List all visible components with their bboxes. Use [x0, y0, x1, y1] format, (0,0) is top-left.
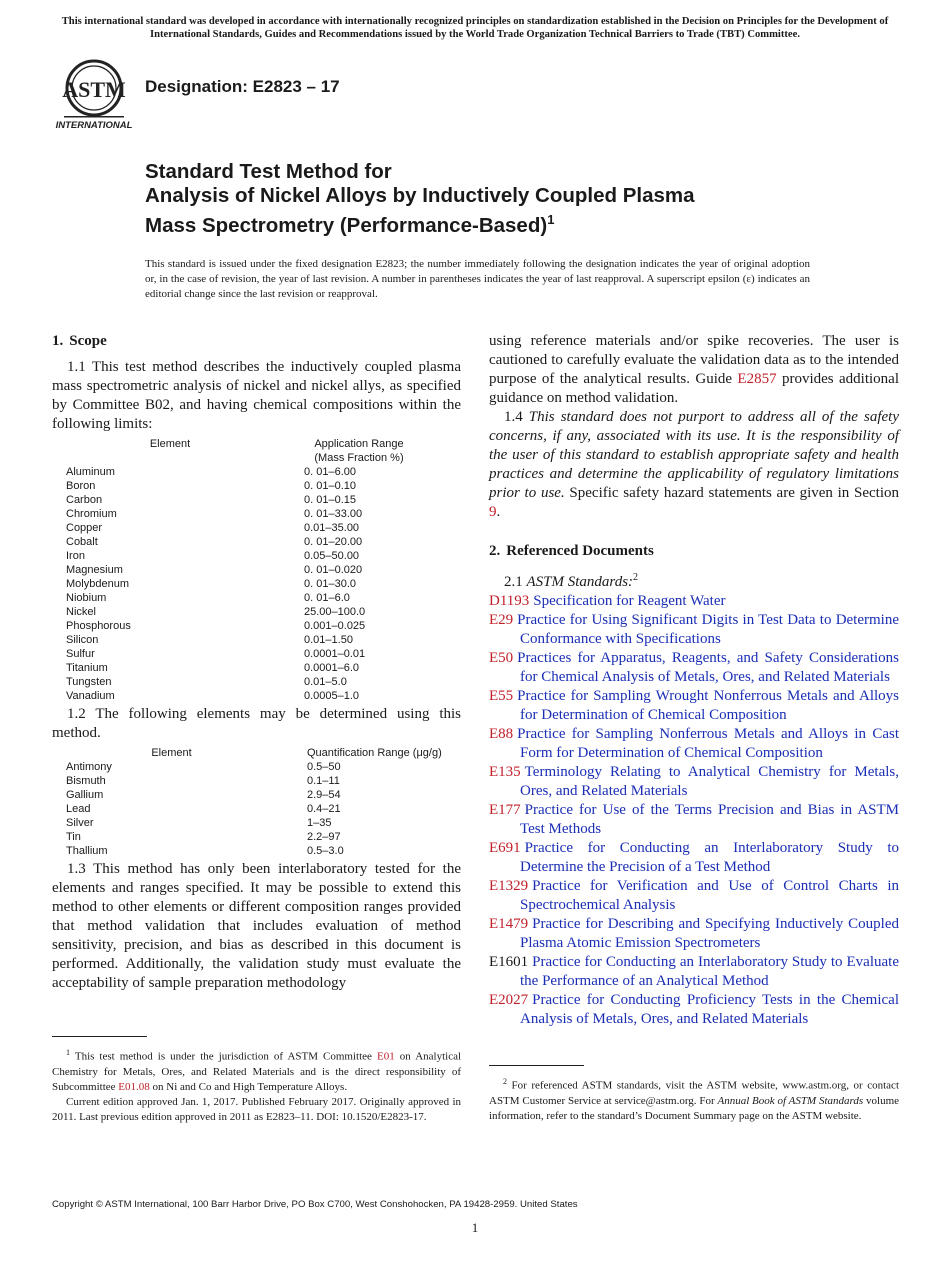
element-range: 0.05–50.00 — [304, 550, 360, 562]
table1-row — [66, 549, 414, 563]
table1-row — [66, 521, 414, 535]
element-name: Silicon — [66, 634, 99, 646]
reference-code-link[interactable]: E1329 — [489, 878, 529, 894]
paragraph-1-3: 1.3 This method has only been interlaboratory tested for the elements and ranges specified. It may be possible to extend this method to other elements or different composition ranges provided that method validation that includes evaluation of method sensitivity, precision, and bias as described in this document is performed. Additionally, the validation study must evaluate the acceptability of sample preparation methodology — [52, 861, 461, 991]
reference-title-link[interactable]: Practice for Conducting Proficiency Tests in the Chemical Analysis of Metals, Ores, and Related Materials — [520, 992, 899, 1027]
svg-text:INTERNATIONAL: INTERNATIONAL — [55, 120, 133, 131]
table1-header-range: Application Range (Mass Fraction %) — [314, 438, 404, 464]
table2-header-range: Quantification Range (μg/g) — [307, 747, 442, 759]
element-range-table-1 — [66, 437, 414, 703]
element-range: 1–35 — [307, 817, 332, 829]
footnote-1: $^1$ This test method is under the jurisdiction of ASTM Committee E01 on Analytical Chemistry for Metals, Ores, and Related Materials and is the direct responsibility of Subcommittee E01.08 on Ni and Co and High Temperature Alloys. Current edition approved Jan. 1, 2017. Published February 2017. Originally approved in 2011. Last previous edition approved in 2011 as E2823–11. DOI: 10.1520/E2823-17. — [52, 1048, 462, 1123]
table2-row — [66, 788, 442, 802]
standards-notice: This international standard was developed in accordance with internationally recognized principles on standardization established in the Decision on Principles for the Development of International Standards, Guides and Recommendations issued by the World Trade Organization Technical Barriers to Trade (TBT) Committee. — [61, 16, 889, 40]
left-column — [52, 332, 461, 993]
element-range: 25.00–100.0 — [304, 606, 366, 618]
element-name: Tin — [66, 831, 81, 843]
issue-note: This standard is issued under the fixed designation E2823; the number immediately following the designation indicates the year of original adoption or, in the case of revision, the year of last revision. A number in parentheses indicates the year of last reapproval. A superscript epsilon (ε) indicates an editorial change since the last revision or reapproval. — [145, 258, 810, 300]
reference-code-link[interactable]: E88 — [489, 726, 514, 742]
element-name: Niobium — [66, 592, 107, 604]
link-e01-08[interactable]: E01.08 — [118, 1080, 150, 1093]
element-range: 2.2–97 — [307, 831, 341, 843]
reference-item — [489, 953, 899, 991]
table2-header-element: Element — [151, 747, 192, 759]
element-range: 0. 01–6.00 — [304, 466, 356, 478]
element-range: 0.0001–0.01 — [304, 648, 366, 660]
table1-row — [66, 619, 414, 633]
paragraph-1-1: 1.1 This test method describes the inductively coupled plasma mass spectrometric analysis of nickel and nickel allys, as specified by Committee B02, and having chemical compositions within the following limits: — [52, 359, 461, 432]
reference-item — [489, 725, 899, 763]
element-range: 0. 01–20.00 — [304, 536, 363, 548]
page-number: 1 — [471, 1220, 479, 1235]
element-name: Molybdenum — [66, 578, 129, 590]
table1-row — [66, 661, 414, 675]
reference-code-link[interactable]: D1193 — [489, 593, 530, 609]
table1-row — [66, 507, 414, 521]
element-name: Cobalt — [66, 536, 98, 548]
section-heading-referenced-documents: 2. Referenced Documents — [489, 543, 654, 559]
element-name: Magnesium — [66, 564, 123, 576]
table2-row — [66, 760, 442, 774]
element-range: 0.4–21 — [307, 803, 341, 815]
table1-row — [66, 577, 414, 591]
element-range: 0. 01–0.10 — [304, 480, 356, 492]
element-name: Chromium — [66, 508, 117, 520]
reference-title-link[interactable]: Practice for Conducting an Interlaboratory Study to Determine the Precision of a Test Method — [520, 840, 899, 875]
link-section-9[interactable]: 9 — [489, 504, 497, 520]
element-range: 0.0001–6.0 — [304, 662, 360, 674]
element-name: Gallium — [66, 789, 104, 801]
reference-item — [489, 763, 899, 801]
astm-logo — [54, 58, 134, 134]
link-e01[interactable]: E01 — [376, 1050, 395, 1063]
table1-row — [66, 535, 414, 549]
reference-title-link[interactable]: Practice for Sampling Nonferrous Metals and Alloys in Cast Form for Determination of Chemical Composition — [517, 726, 899, 761]
reference-code-link[interactable]: E1601 — [489, 954, 529, 970]
element-name: Phosphorous — [66, 620, 131, 632]
reference-item — [489, 592, 899, 611]
paragraph-2-1: 2.1 ASTM Standards:$^2$ — [504, 572, 639, 590]
right-column — [489, 332, 899, 1029]
element-name: Iron — [66, 550, 85, 562]
reference-item — [489, 991, 899, 1029]
reference-title-link[interactable]: Terminology Relating to Analytical Chemistry for Metals, Ores, and Related Materials — [520, 764, 899, 799]
footnote-2: $^2$ For referenced ASTM standards, visit the ASTM website, www.astm.org, or contact ASTM Customer Service at service@astm.org. For Annual Book of ASTM Standards volume information, refer to the standard’s Document Summary page on the ASTM website. — [489, 1077, 900, 1122]
reference-title-link[interactable]: Practice for Conducting an Interlaboratory Study to Evaluate the Performance of an Analytical Method — [520, 954, 899, 989]
reference-item — [489, 877, 899, 915]
table1-row — [66, 479, 414, 493]
element-range: 2.9–54 — [307, 789, 341, 801]
reference-code-link[interactable]: E177 — [489, 802, 521, 818]
element-name: Tungsten — [66, 676, 112, 688]
element-range: 0. 01–0.020 — [304, 564, 363, 576]
reference-title-link[interactable]: Practice for Using Significant Digits in Test Data to Determine Conformance with Specifications — [517, 612, 899, 647]
table1-header-element: Element — [149, 438, 191, 450]
table2-row — [66, 816, 442, 830]
element-range: 0.0005–1.0 — [304, 690, 360, 702]
footnote-divider-right — [489, 1065, 584, 1066]
table2-row — [66, 830, 442, 844]
reference-title-link[interactable]: Practice for Describing and Specifying Inductively Coupled Plasma Atomic Emission Spectrometers — [520, 916, 899, 951]
section-heading-scope: 1. Scope — [52, 333, 107, 349]
table1-row — [66, 689, 414, 703]
element-range: 0.1–11 — [307, 775, 340, 787]
element-name: Carbon — [66, 494, 103, 506]
reference-item — [489, 839, 899, 877]
table1-row — [66, 465, 414, 479]
paragraph-1-3-continued: using reference materials and/or spike recoveries. The user is cautioned to carefully evaluate the validation data as to the intended purpose of the analytical results. Guide E2857 provides additional guidance on method validation. — [489, 333, 899, 406]
reference-title-link[interactable]: Practice for Verification and Use of Control Charts in Spectrochemical Analysis — [520, 878, 899, 913]
reference-title-link[interactable]: Specification for Reagent Water — [533, 593, 726, 609]
copyright-line: Copyright © ASTM International, 100 Barr Harbor Drive, PO Box C700, West Conshohocken, PA 19428-2959. United States — [52, 1199, 578, 1210]
reference-code-link[interactable]: E135 — [489, 764, 521, 780]
svg-text:ASTM: ASTM — [62, 77, 126, 102]
table1-row — [66, 591, 414, 605]
link-e2857[interactable]: E2857 — [737, 371, 777, 387]
reference-code-link[interactable]: E29 — [489, 612, 514, 628]
element-name: Antimony — [66, 761, 112, 773]
footnote-divider-left — [52, 1036, 147, 1037]
table1-row — [66, 605, 414, 619]
element-name: Titanium — [66, 662, 108, 674]
element-range: 0.01–35.00 — [304, 522, 360, 534]
reference-code-link[interactable]: E55 — [489, 688, 514, 704]
element-range-table-2 — [66, 746, 442, 858]
referenced-standards-list — [489, 592, 899, 1029]
reference-item — [489, 801, 899, 839]
reference-title-link[interactable]: Practice for Use of the Terms Precision and Bias in ASTM Test Methods — [520, 802, 899, 837]
element-name: Sulfur — [66, 648, 95, 660]
element-name: Boron — [66, 480, 96, 492]
element-range: 0.01–1.50 — [304, 634, 353, 646]
table2-row — [66, 802, 442, 816]
table1-row — [66, 633, 414, 647]
element-range: 0. 01–30.0 — [304, 578, 356, 590]
designation: Designation: E2823 – 17 — [145, 77, 340, 96]
element-range: 0. 01–0.15 — [304, 494, 356, 506]
element-name: Lead — [66, 803, 91, 815]
paragraph-1-4: 1.4 This standard does not purport to address all of the safety concerns, if any, associated with its use. It is the responsibility of the user of this standard to establish appropriate safety and health practices and determine the applicability of regulatory limitations prior to use. Specific safety hazard statements are given in Section 9. — [489, 409, 899, 520]
reference-code-link[interactable]: E691 — [489, 840, 521, 856]
reference-title-link[interactable]: Practice for Sampling Wrought Nonferrous Metals and Alloys for Determination of Chemical Composition — [517, 688, 899, 723]
element-range: 0.5–3.0 — [307, 845, 344, 857]
element-name: Silver — [66, 817, 94, 829]
element-name: Copper — [66, 522, 103, 534]
element-name: Thallium — [66, 845, 108, 857]
reference-title-link[interactable]: Practices for Apparatus, Reagents, and Safety Considerations for Chemical Analysis of Metals, Ores, and Related Materials — [517, 650, 899, 685]
element-range: 0.001–0.025 — [304, 620, 366, 632]
reference-code-link[interactable]: E50 — [489, 650, 514, 666]
element-range: 0. 01–6.0 — [304, 592, 350, 604]
element-range: 0.5–50 — [307, 761, 341, 773]
table1-row — [66, 675, 414, 689]
document-title: Standard Test Method for Analysis of Nickel Alloys by Inductively Coupled Plasma Mass Spectrometry (Performance-Based)$^1$ — [145, 160, 695, 237]
reference-item — [489, 687, 899, 725]
element-range: 0. 01–33.00 — [304, 508, 363, 520]
element-name: Aluminum — [66, 466, 115, 478]
element-name: Vanadium — [66, 690, 115, 702]
reference-item — [489, 649, 899, 687]
element-name: Nickel — [66, 606, 96, 618]
reference-code-link[interactable]: E1479 — [489, 916, 529, 932]
table1-row — [66, 493, 414, 507]
table1-row — [66, 563, 414, 577]
table2-row — [66, 774, 442, 788]
table1-row — [66, 647, 414, 661]
reference-item — [489, 915, 899, 953]
reference-item — [489, 611, 899, 649]
reference-code-link[interactable]: E2027 — [489, 992, 529, 1008]
title-footnote-mark: 1 — [547, 212, 555, 227]
element-range: 0.01–5.0 — [304, 676, 347, 688]
paragraph-1-2: 1.2 The following elements may be determined using this method. — [52, 706, 461, 741]
element-name: Bismuth — [66, 775, 106, 787]
table2-row — [66, 844, 442, 858]
